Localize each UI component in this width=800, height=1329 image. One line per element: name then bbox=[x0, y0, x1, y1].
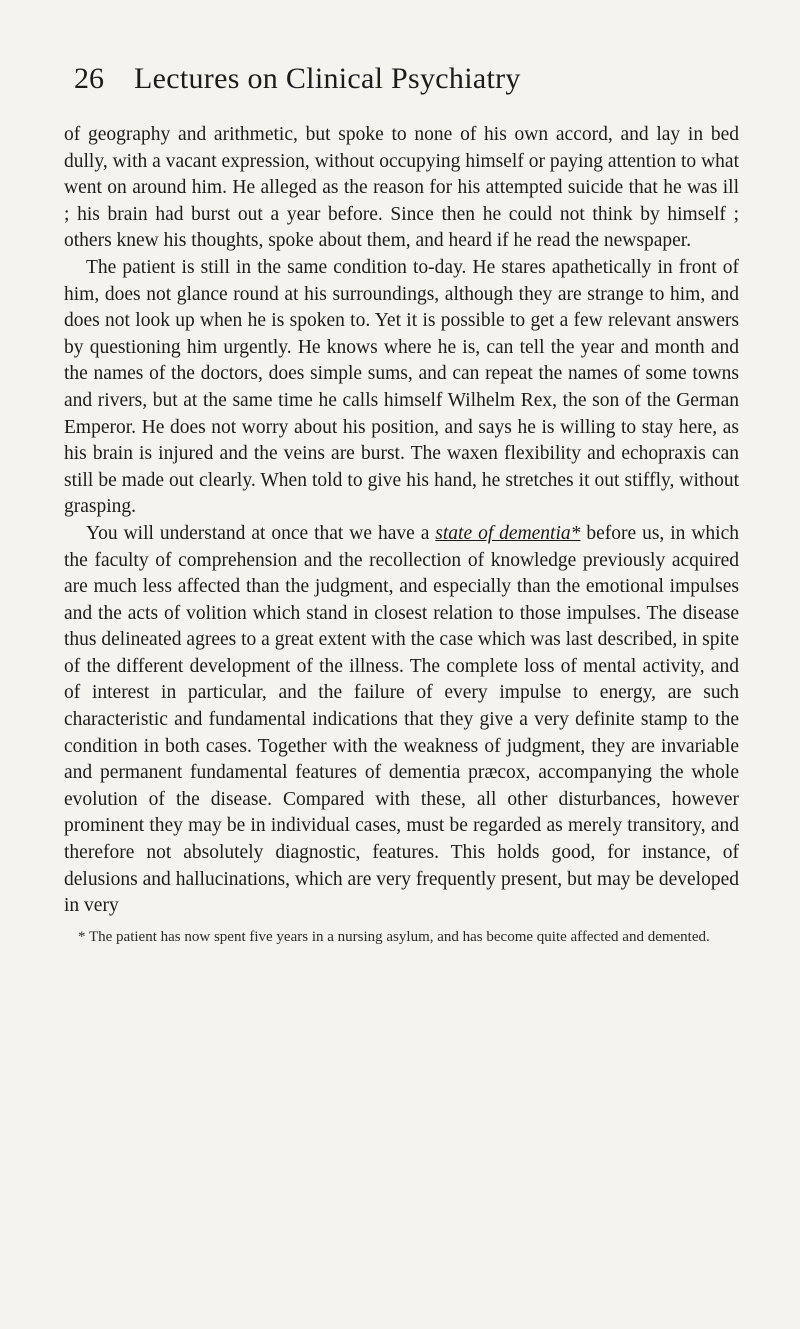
paragraph-3-rest: before us, in which the faculty of comprehension and the recollection of knowledge previously acquired are much less affected than the judgment, and especially than the emotional impulses and the acts of volition which stand in closest relation to those impulses. The disease thus delineated agrees to a great extent with the case which was last described, in spite of the different development of the illness. The complete loss of mental activity, and of interest in particular, and the failure of every impulse to energy, are such characteristic and fundamental indications that they give a very definite stamp to the condition in both cases. Together with the weakness of judgment, they are invariable and permanent fundamental features of dementia præcox, accompanying the whole evolution of the disease. Compared with these, all other disturbances, however prominent they may be in individual cases, must be regarded as merely transitory, and therefore not absolutely diagnostic, features. This holds good, for instance, of delusions and hallucinations, which are very frequently present, but may be developed in very bbox=[64, 522, 739, 917]
book-page bbox=[64, 62, 739, 947]
paragraph-3 bbox=[64, 521, 739, 920]
running-head bbox=[64, 62, 739, 122]
paragraph-3-lead: You will understand at once that we have a bbox=[86, 522, 436, 544]
page-number: 26 bbox=[74, 62, 104, 95]
emphasis-state-of-dementia: state of dementia* bbox=[435, 522, 581, 544]
paragraph-2: The patient is still in the same condition to-day. He stares apathetically in front of him, does not glance round at his surroundings, although they are strange to him, and does not look up when he is spoken to. Yet it is possible to get a few relevant answers by questioning him urgently. He knows where he is, can tell the year and month and the names of the doctors, does simple sums, and can repeat the names of some towns and rivers, but at the same time he calls himself Wilhelm Rex, the son of the German Emperor. He does not worry about his position, and says he is willing to stay here, as his brain is injured and the veins are burst. The waxen flexibility and echopraxis can still be made out clearly. When told to give his hand, he stretches it out stiffly, without grasping. bbox=[64, 256, 739, 518]
paragraph-1: of geography and arithmetic, but spoke to none of his own accord, and lay in bed dully, with a vacant expression, without occupying himself or paying attention to what went on around him. He alleged as the reason for his attempted suicide that he was ill ; his brain had burst out a year before. Since then he could not think by himself ; others knew his thoughts, spoke about them, and heard if he read the newspaper. bbox=[64, 124, 739, 252]
page-title: Lectures on Clinical Psychiatry bbox=[134, 62, 521, 95]
footnote: * The patient has now spent five years in a nursing asylum, and has become quite affected and demented. bbox=[78, 928, 710, 945]
body-text bbox=[64, 122, 739, 920]
